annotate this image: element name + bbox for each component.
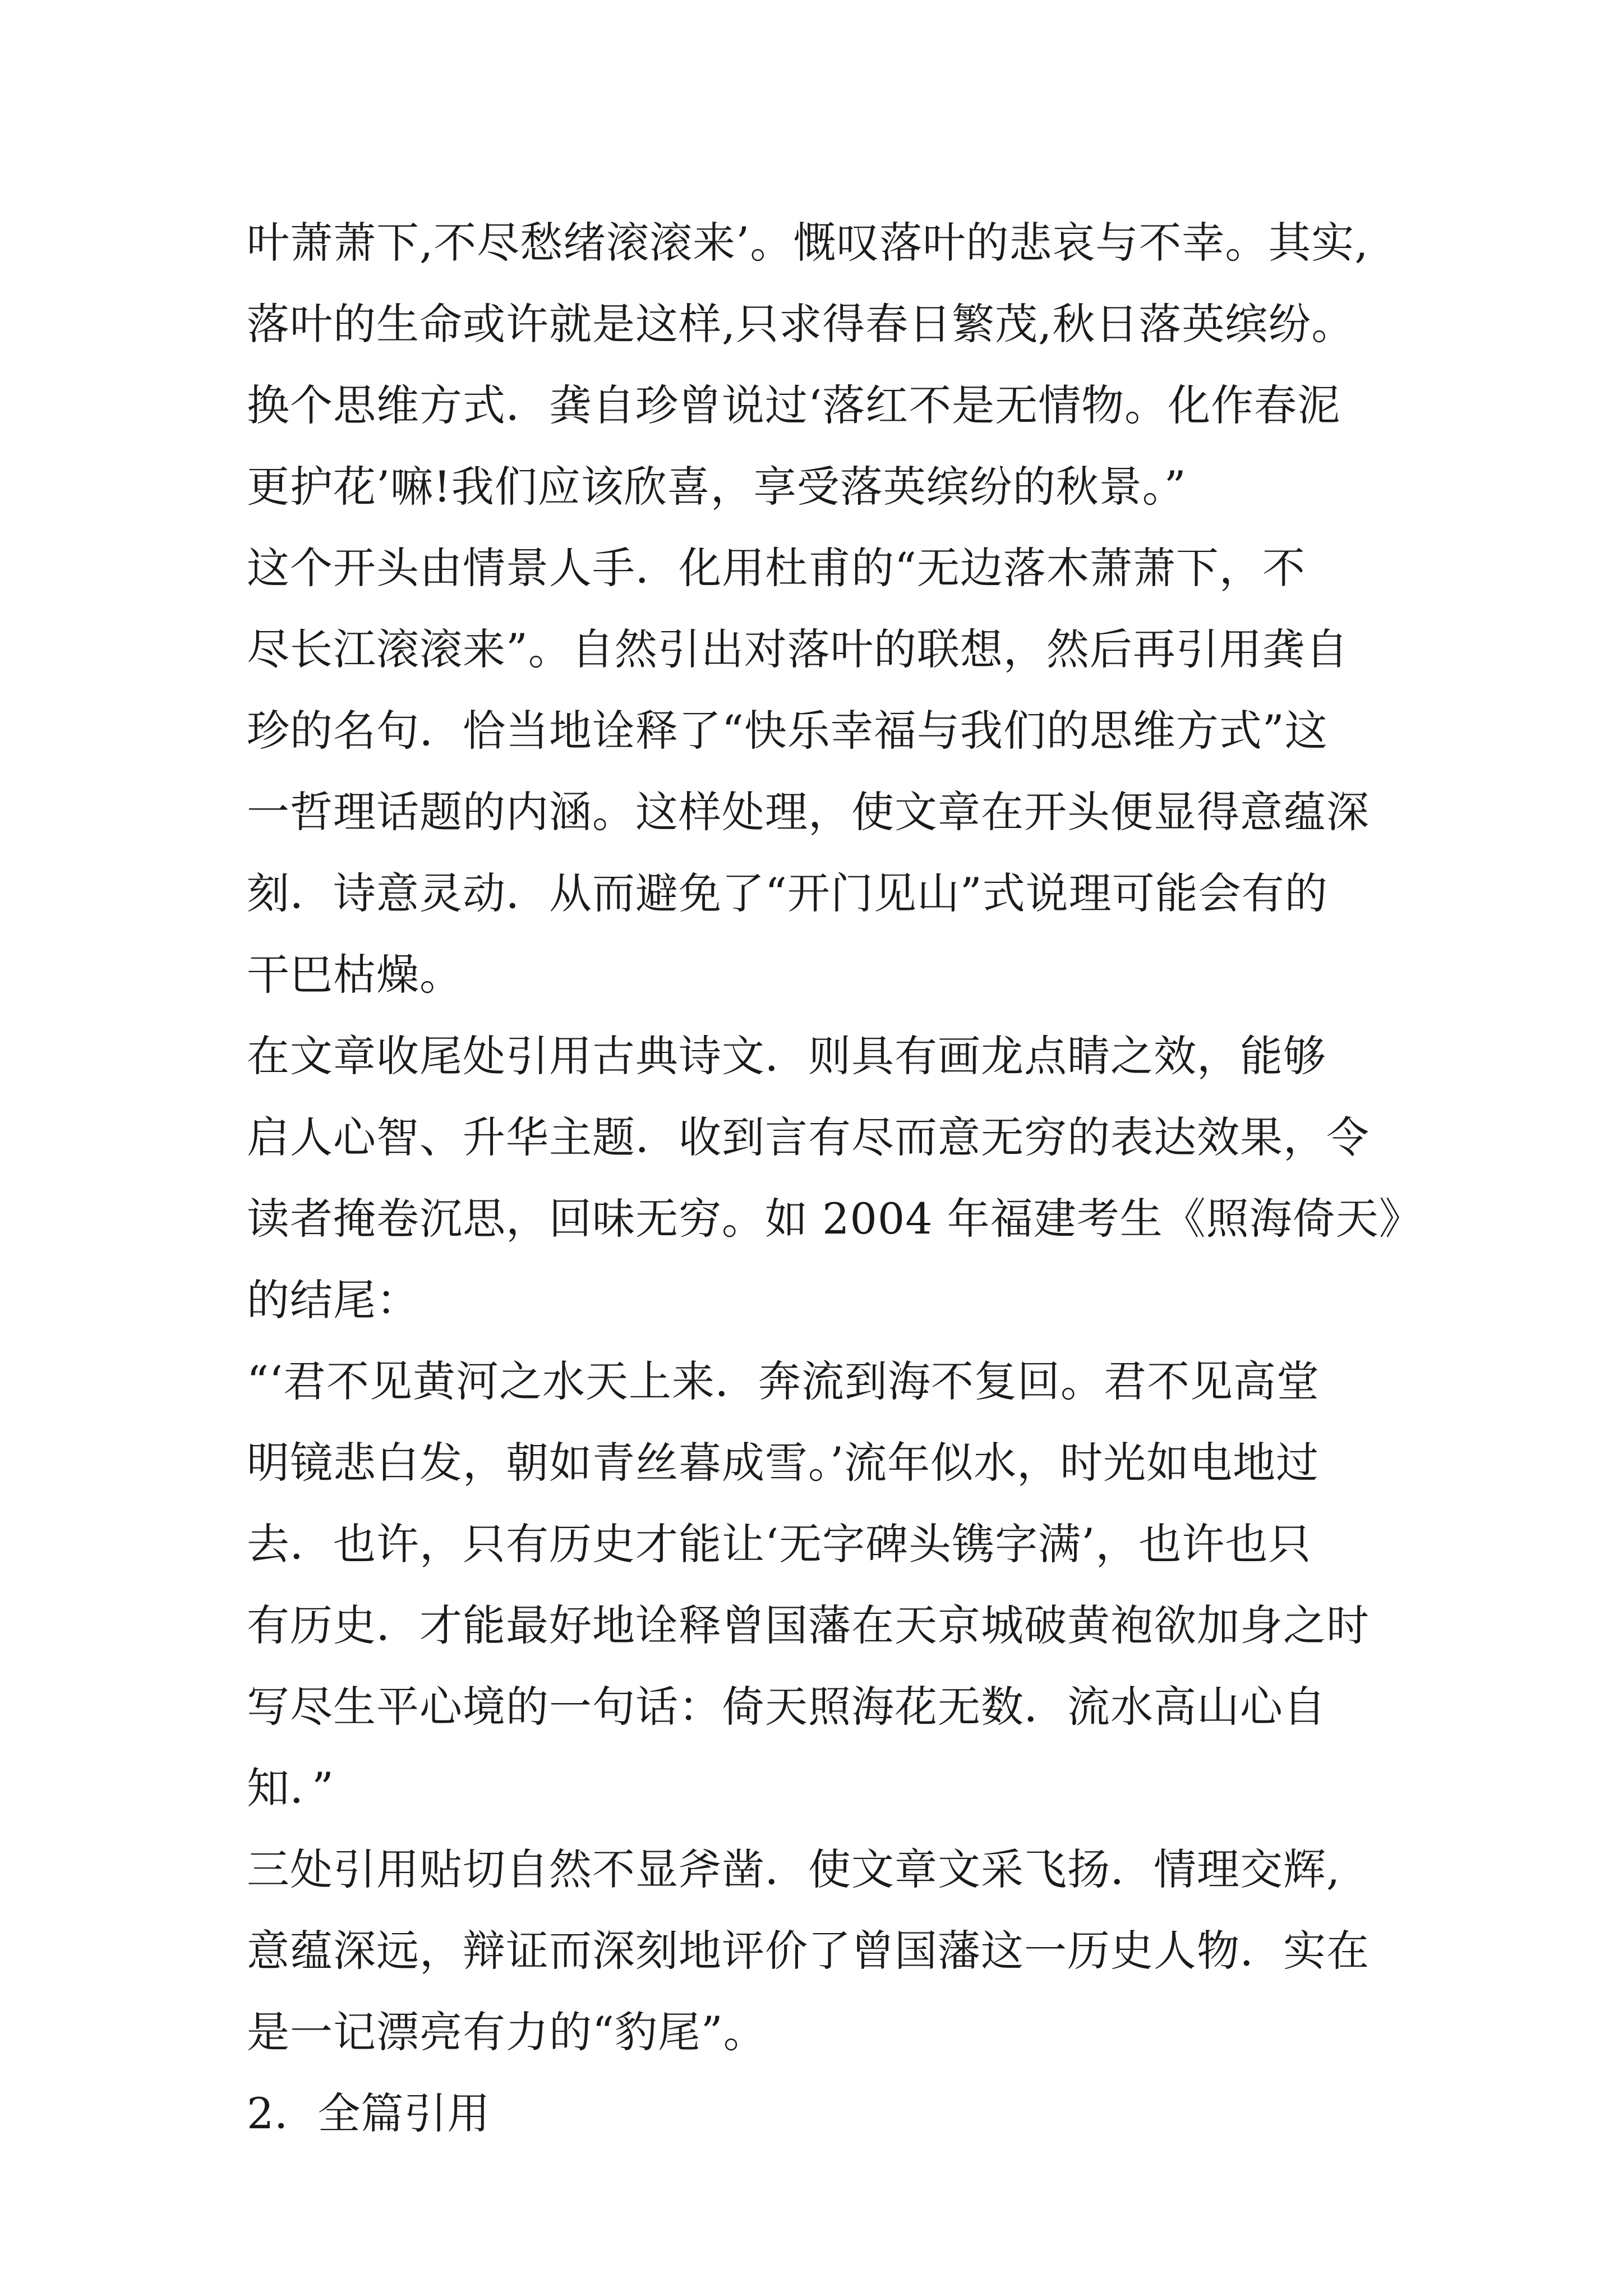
text-line: 启人心智、升华主题．收到言有尽而意无穷的表达效果，令 xyxy=(247,1112,1370,1162)
text-line: 叶萧萧下,不尽愁绪滚滚来’。慨叹落叶的悲哀与不幸。其实, xyxy=(247,218,1369,268)
text-line: 去．也许，只有历史才能让‘无字碑头镌字满’，也许也只 xyxy=(247,1519,1312,1569)
text-line: 是一记漂亮有力的“豹尾”。 xyxy=(247,2007,767,2057)
text-line: 2．全篇引用 xyxy=(247,2088,491,2138)
text-line: 一哲理话题的内涵。这样处理，使文章在开头便显得意蕴深 xyxy=(247,787,1370,837)
text-line: 明镜悲白发，朝如青丝暮成雪。’流年似水，时光如电地过 xyxy=(247,1438,1320,1488)
document-body xyxy=(247,202,1422,2154)
text-line: 知．” xyxy=(247,1763,334,1813)
text-line: 的结尾： xyxy=(247,1275,419,1325)
text-line: 有历史．才能最好地诠释曾国藩在天京城破黄袍欲加身之时 xyxy=(247,1600,1370,1650)
text-line: 干巴枯燥。 xyxy=(247,950,463,1000)
text-line: 刻．诗意灵动．从而避免了“开门见山”式说理可能会有的 xyxy=(247,868,1328,918)
text-line: 三处引用贴切自然不显斧凿．使文章文采飞扬．情理交辉, xyxy=(247,1844,1341,1894)
text-line: 尽长江滚滚来”。自然引出对落叶的联想，然后再引用龚自 xyxy=(247,624,1349,674)
text-line: 更护花’嘛!我们应该欣喜，享受落英缤纷的秋景。” xyxy=(247,462,1187,512)
text-line: 这个开头由情景人手．化用杜甫的“无边落木萧萧下，不 xyxy=(247,543,1306,593)
text-line: 写尽生平心境的一句话：倚天照海花无数．流水高山心自 xyxy=(247,1682,1326,1732)
text-line: 在文章收尾处引用古典诗文．则具有画龙点睛之效，能够 xyxy=(247,1031,1326,1081)
text-line: 落叶的生命或许就是这样,只求得春日繁茂,秋日落英缤纷。 xyxy=(247,299,1355,349)
text-line: 珍的名句．恰当地诠释了“快乐幸福与我们的思维方式”这 xyxy=(247,706,1328,756)
text-line: 读者掩卷沉思，回味无穷。如 2004 年福建考生《照海倚天》 xyxy=(247,1194,1422,1244)
text-line: “‘君不见黄河之水天上来．奔流到海不复回。君不见高堂 xyxy=(247,1356,1320,1406)
text-line: 换个思维方式．龚自珍曾说过‘落红不是无情物。化作春泥 xyxy=(247,380,1341,430)
text-line: 意蕴深远，辩证而深刻地评价了曾国藩这一历史人物．实在 xyxy=(247,1926,1370,1976)
